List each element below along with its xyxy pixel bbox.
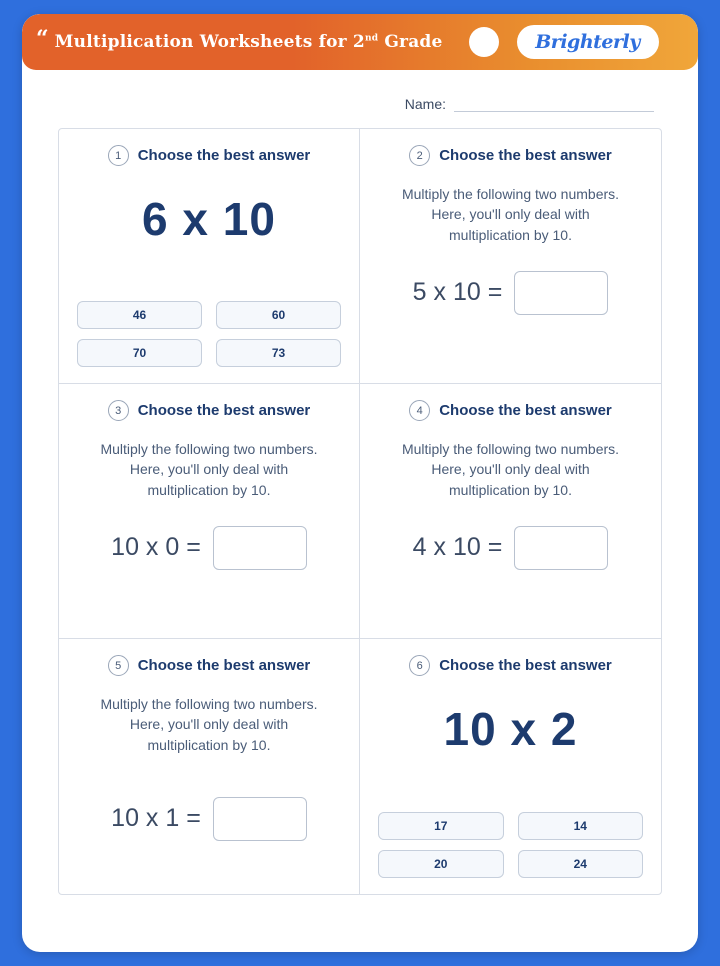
- equation-text-4: 4 x 10 =: [412, 533, 503, 562]
- brand-logo[interactable]: [517, 25, 659, 59]
- answer-option[interactable]: 20: [378, 850, 504, 878]
- question-number-3: 3: [108, 400, 129, 421]
- question-expression-1: 6 x 10: [142, 193, 276, 245]
- answer-input-5[interactable]: [213, 797, 307, 841]
- decorative-circle: [469, 27, 499, 57]
- answer-input-3[interactable]: [213, 526, 307, 570]
- brand-logo-text: Brighterly: [535, 31, 640, 53]
- question-description-5: Multiply the following two numbers. Here, you'll only deal with multiplication by 10.: [100, 696, 318, 753]
- question-number-5: 5: [108, 655, 129, 676]
- question-cell-1: [59, 129, 360, 384]
- page-title-tail: Grade: [378, 32, 443, 52]
- question-number-6: 6: [409, 655, 430, 676]
- question-title-6: Choose the best answer: [439, 657, 612, 674]
- answer-option[interactable]: 46: [77, 301, 202, 329]
- question-number-1: 1: [108, 145, 129, 166]
- question-cell-2: [360, 129, 661, 384]
- answer-option[interactable]: 73: [216, 339, 341, 367]
- question-number-2: 2: [409, 145, 430, 166]
- answer-option[interactable]: 24: [518, 850, 644, 878]
- question-title-1: Choose the best answer: [137, 147, 311, 164]
- equation-row-4: [413, 526, 609, 570]
- equation-text-5: 10 x 1 =: [111, 804, 201, 833]
- page-title-ordinal: nd: [364, 33, 379, 44]
- worksheet-page: [22, 14, 698, 952]
- question-header-3: [108, 400, 311, 421]
- question-title-4: Choose the best answer: [439, 402, 612, 419]
- question-header-1: [108, 145, 311, 166]
- question-cell-4: [360, 384, 661, 639]
- answer-option[interactable]: 60: [216, 301, 341, 329]
- answer-option[interactable]: 14: [518, 812, 644, 840]
- answer-options-1: [77, 301, 341, 367]
- question-cell-6: [360, 639, 661, 894]
- question-header-4: [409, 400, 612, 421]
- question-number-4: 4: [409, 400, 430, 421]
- question-header-2: [409, 145, 612, 166]
- question-title-2: Choose the best answer: [439, 147, 612, 164]
- page-title-main: Multiplication Worksheets for 2: [54, 32, 365, 52]
- question-cell-5: [59, 639, 360, 894]
- question-header-6: [409, 655, 612, 676]
- equation-text-3: 10 x 0 =: [111, 533, 201, 562]
- page-title: [55, 32, 443, 52]
- equation-text-2: 5 x 10 =: [412, 278, 503, 307]
- equation-row-3: [111, 526, 307, 570]
- answer-options-6: [378, 812, 643, 878]
- answer-option[interactable]: 17: [378, 812, 504, 840]
- name-row: [22, 70, 698, 112]
- equation-row-2: [413, 271, 609, 315]
- answer-input-4[interactable]: [514, 526, 608, 570]
- name-input[interactable]: [454, 97, 654, 112]
- question-expression-6: 10 x 2: [443, 703, 578, 755]
- quote-icon: “: [36, 26, 49, 52]
- question-header-5: [108, 655, 311, 676]
- question-cell-3: [59, 384, 360, 639]
- worksheet-grid: [58, 128, 662, 895]
- equation-row-5: [111, 797, 307, 841]
- question-title-5: Choose the best answer: [137, 657, 311, 674]
- header-banner: [22, 14, 698, 70]
- answer-input-2[interactable]: [514, 271, 608, 315]
- question-description-3: Multiply the following two numbers. Here, you'll only deal with multiplication by 10.: [100, 441, 318, 498]
- question-description-4: Multiply the following two numbers. Here, you'll only deal with multiplication by 10.: [401, 441, 620, 498]
- question-title-3: Choose the best answer: [137, 402, 311, 419]
- answer-option[interactable]: 70: [77, 339, 202, 367]
- name-label: Name:: [404, 96, 446, 112]
- question-description-2: Multiply the following two numbers. Here, you'll only deal with multiplication by 10.: [401, 186, 620, 243]
